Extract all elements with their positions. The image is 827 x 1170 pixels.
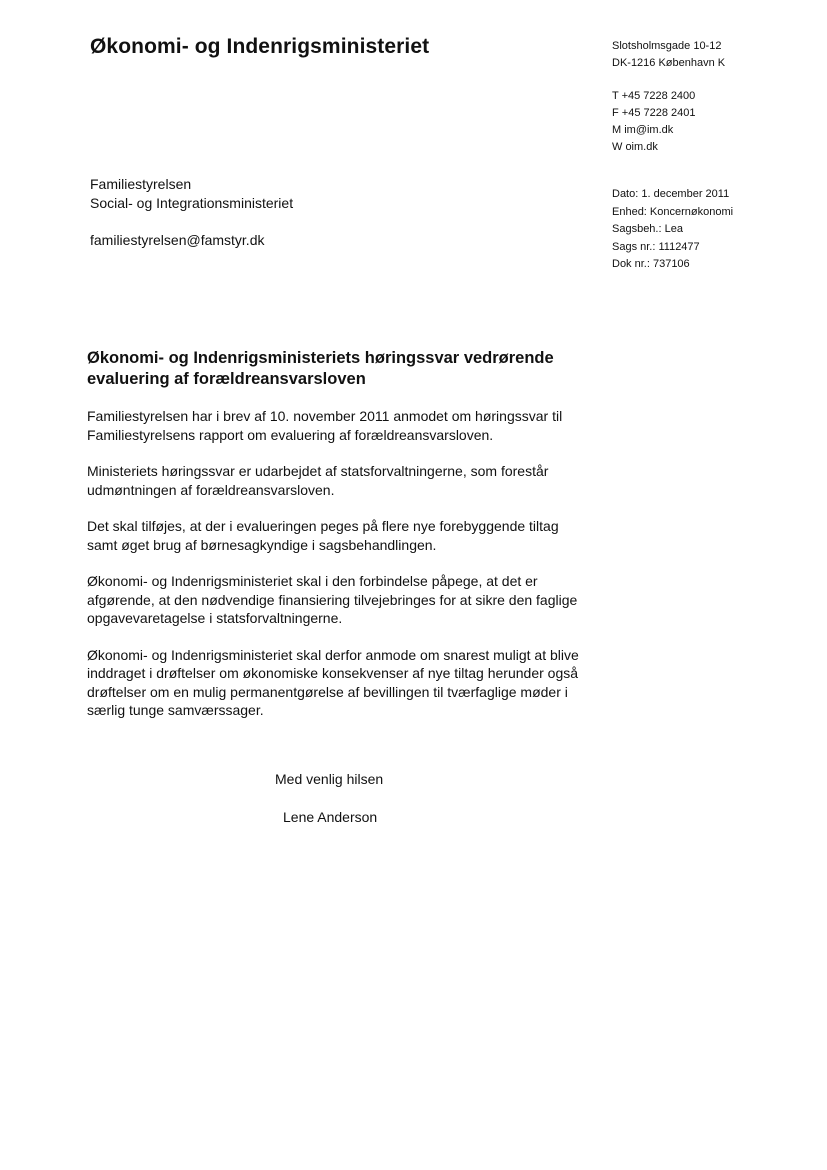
sender-address-line2: DK-1216 København K	[612, 57, 726, 69]
letter-body	[87, 407, 587, 738]
body-paragraph: Økonomi- og Indenrigsministeriet skal i den forbindelse påpege, at det er afgørende, at den nødvendige finansiering tilvejebringes for at sikre den faglige opgavevaretagelse i statsforvaltningerne.	[87, 573, 578, 626]
signature-name: Lene Anderson	[283, 809, 378, 825]
sender-web: W oim.dk	[612, 141, 658, 153]
recipient-line1: Familiestyrelsen	[90, 176, 192, 192]
recipient-email: familiestyrelsen@famstyr.dk	[90, 232, 265, 248]
sender-address-block	[612, 38, 725, 156]
recipient-line2: Social- og Integrationsministeriet	[90, 195, 294, 211]
document-meta-block	[612, 186, 733, 274]
ministry-name: Økonomi- og Indenrigsministeriet	[90, 35, 430, 58]
meta-unit: Enhed: Koncernøkonomi	[612, 205, 734, 218]
meta-case-number: Sags nr.: 1112477	[612, 240, 700, 253]
meta-date: Dato: 1. december 2011	[612, 188, 730, 200]
sender-phone: T +45 7228 2400	[612, 90, 696, 102]
sender-fax: F +45 7228 2401	[612, 107, 696, 119]
body-paragraph: Familiestyrelsen har i brev af 10. november 2011 anmodet om høringssvar til Familiestyrelsens rapport om evaluering af forældreansvarsloven.	[87, 408, 563, 443]
sender-address-line1: Slotsholmsgade 10-12	[612, 40, 722, 52]
body-paragraph: Økonomi- og Indenrigsministeriet skal derfor anmode om snarest muligt at blive inddraget i drøftelser om økonomiske konsekvenser af nye tiltag herunder også drøftelser om en mulig permanentgørelse af bevillingen til tværfaglige møder i særlig tunge samværssager.	[87, 646, 579, 718]
body-paragraph: Det skal tilføjes, at der i evalueringen peges på flere nye forebyggende tiltag samt øget brug af børnesagkyndige i sagsbehandlingen.	[87, 518, 559, 553]
meta-case-officer: Sagsbeh.: Lea	[612, 223, 683, 235]
recipient-block	[90, 175, 293, 250]
meta-doc-number: Dok nr.: 737106	[612, 258, 690, 270]
closing-greeting: Med venlig hilsen	[275, 771, 384, 787]
sender-email: M im@im.dk	[612, 124, 674, 136]
body-paragraph: Ministeriets høringssvar er udarbejdet af statsforvaltningerne, som forestår udmøntningen af forældreansvarsloven.	[87, 463, 549, 498]
letter-subject: Økonomi- og Indenrigsministeriets høringssvar vedrørende evaluering af forældreansvarsloven	[87, 349, 554, 388]
